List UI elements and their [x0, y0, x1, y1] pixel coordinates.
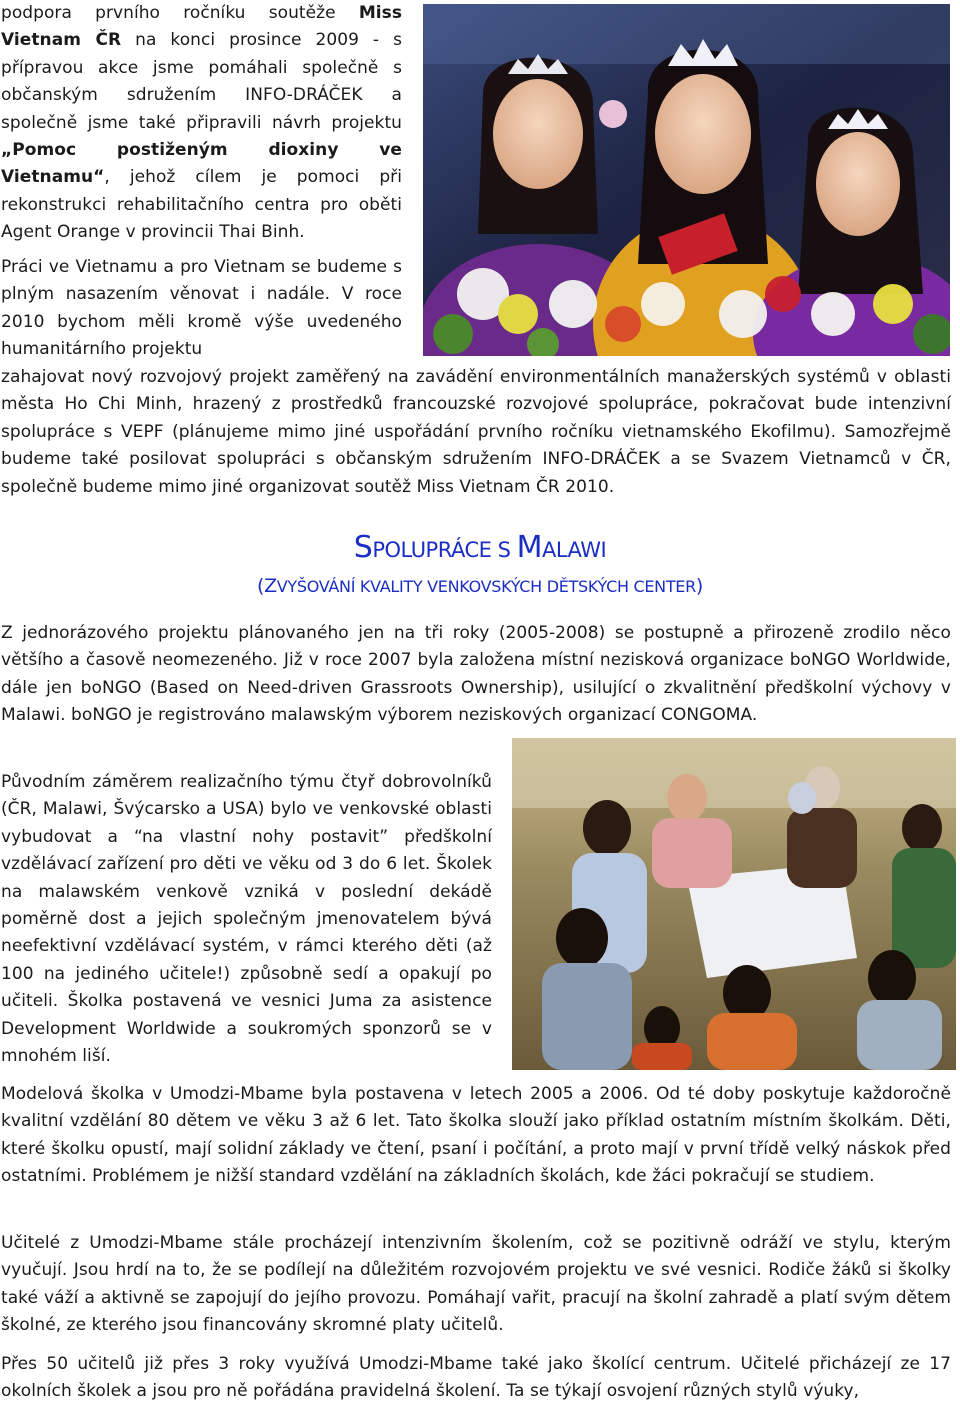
subtitle-rest: VYŠOVÁNÍ KVALITY VENKOVSKÝCH DĚTSKÝCH CENTER	[276, 577, 696, 596]
miss-vietnam-photo-graphic	[423, 4, 950, 356]
miss-vietnam-photo	[423, 4, 950, 356]
section-title-part-2: ALAWI	[541, 538, 607, 562]
malawi-paragraph-2	[1, 769, 492, 1070]
malawi-p3-text: Modelová školka v Umodzi-Mbame byla postavena v letech 2005 a 2006. Od té doby poskytuje každoročně kvalitní vzdělání 80 dětem ve věku 3 až 6 let. Tato školka slouží jako příklad ostatním místním školkám. Děti, které školku opustí, mají solidní základy ve čtení, psaní i počítání, a proto mají v první třídě velký náskok před ostatními. Problémem je nižší standard vzdělání na základních školách, kde žáci pokračují se studiem.	[1, 1084, 951, 1187]
malawi-p2-text: Původním záměrem realizačního týmu čtyř dobrovolníků (ČR, Malawi, Švýcarsko a USA) bylo ve venkovské oblasti vybudovat a “na vlastní nohy postavit” předškolní vzdělávací zařízení pro děti ve věku od 3 do 6 let. Školek na malawském venkově vzniká v poslední dekádě poměrně dost a jejich společným jmenovatelem bývá neefektivní vzdělávací systém, v rámci kterého děti (až 100 na jediného učitele!) způsobně sedí a opakují po učiteli. Školka postavená ve vesnici Juma za asistence Development Worldwide a soukromých sponzorů se v mnohém liší.	[1, 772, 492, 1067]
malawi-group-photo-graphic	[512, 738, 956, 1070]
section-title-initial-m: M	[516, 530, 542, 565]
section-subtitle	[0, 575, 960, 597]
subtitle-open-paren: (	[256, 575, 265, 597]
section-title	[0, 530, 960, 565]
section-title-initial-s: S	[353, 530, 373, 565]
malawi-p4-text: Učitelé z Umodzi-Mbame stále procházejí intenzivním školením, což se pozitivně odráží ve stylu, kterým vyučují. Jsou hrdí na to, že se podílejí na důležitém rozvojovém projektu ve své vesnici. Rodiče žáků si školky také váží a aktivně se zapojují do jejího provozu. Pomáhají vařit, pracují na školní zahradě a platí svým dětem školné, ze kterého jsou financovány skromné platy učitelů.	[1, 1233, 951, 1336]
subtitle-initial: Z	[264, 575, 277, 597]
malawi-p5-text: Přes 50 učitelů již přes 3 roky využívá Umodzi-Mbame také jako školící centrum. Učitelé přicházejí ze 17 okolních školek a jsou pro ně pořádána pravidelná školení. Ta se týkají osvojení různých stylů výuky,	[1, 1354, 951, 1402]
intro-paragraph-2-full	[1, 364, 951, 501]
intro-text-b: na konci prosince 2009 - s přípravou akce jsme pomáhali společně s občanským sdružením INFO-DRÁČEK a společně jsme také připravili návrh projektu	[1, 30, 403, 133]
subtitle-close-paren: )	[695, 575, 704, 597]
malawi-paragraph-4	[1, 1230, 951, 1340]
miss-vietnam-bold: Miss Vietnam ČR	[1, 3, 402, 51]
intro-paragraph-2-narrow	[1, 254, 402, 364]
intro-text-c: , jehož cílem je pomoci při rekonstrukci rehabilitačního centra pro oběti Agent Orange v provincii Thai Binh.	[1, 167, 402, 243]
project-title-bold: „Pomoc postiženým dioxiny ve Vietnamu“	[1, 140, 402, 188]
section-title-part-1: POLUPRÁCE S	[372, 538, 517, 562]
malawi-paragraph-3	[1, 1081, 951, 1191]
intro-paragraph-1	[1, 0, 402, 247]
malawi-p1-text: Z jednorázového projektu plánovaného jen na tři roky (2005-2008) se postupně a přirozeně zrodilo něco většího a časově neomezeného. Již v roce 2007 byla založena místní nezisková organizace boNGO Worldwide, dále jen boNGO (Based on Need-driven Grassroots Ownership), usilující o zkvalitnění předškolní výchovy v Malawi. boNGO je registrováno malawským výborem neziskových organizací CONGOMA.	[1, 623, 951, 726]
malawi-paragraph-1	[1, 620, 951, 730]
intro-p2-narrow-text: Práci ve Vietnamu a pro Vietnam se budeme s plným nasazením věnovat i nadále. V roce 2010 bychom měli kromě výše uvedeného humanitárního projektu	[1, 257, 402, 360]
malawi-group-photo	[512, 738, 956, 1070]
intro-text-a: podpora prvního ročníku soutěže	[1, 3, 359, 23]
malawi-paragraph-5	[1, 1351, 951, 1406]
intro-p2-full-text: zahajovat nový rozvojový projekt zaměřený na zavádění environmentálních manažerských systémů v oblasti města Ho Chi Minh, hrazený z prostředků francouzské rozvojové spolupráce, pokračovat bude intenzivní spolupráce s VEPF (plánujeme mimo jiné uspořádání prvního ročníku vietnamského Ekofilmu). Samozřejmě budeme také posilovat spolupráci s občanským sdružením INFO-DRÁČEK a se Svazem Vietnamců v ČR, společně budeme mimo jiné organizovat soutěž Miss Vietnam ČR 2010.	[1, 367, 951, 497]
